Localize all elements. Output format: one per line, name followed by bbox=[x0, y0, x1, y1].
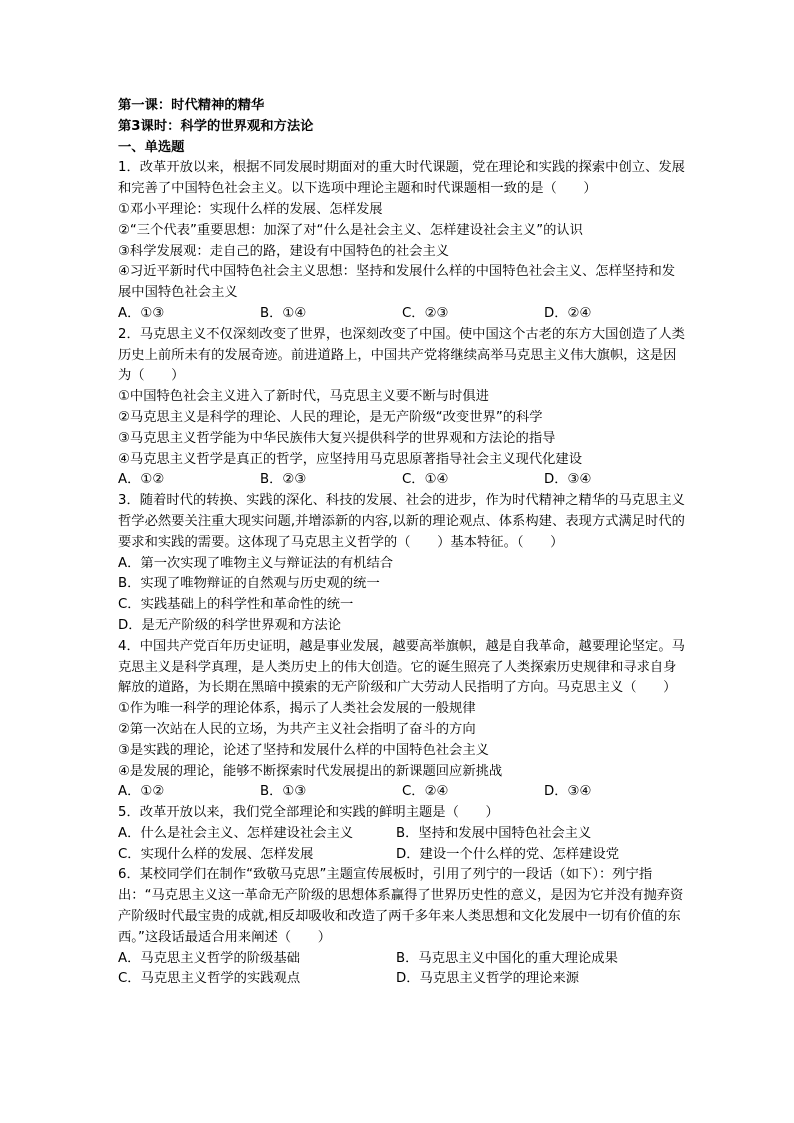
question-stem: 6．某校同学们在制作“致敬马克思”主题宣传展板时，引用了列宁的一段话（如下）：列宁指出：“马克思主义这一革命无产阶级的思想体系赢得了世界历史性的意义，是因为它并没有抛弃资产阶级时代最宝贵的成就,相反却吸收和改造了两千多年来人类思想和文化发展中一切有价值的东西。”这段话最适合用来阐述（ ） bbox=[118, 867, 684, 945]
question-stem: 4．中国共产党百年历史证明，越是事业发展，越要高举旗帜，越是自我革命，越要理论坚定。马克思主义是科学真理，是人类历史上的伟大创造。它的诞生照亮了人类探索历史规律和寻求自身解放的道路，为长期在黑暗中摸索的无产阶级和广大劳动人民指明了方向。马克思主义（ ） bbox=[118, 638, 685, 696]
statement-item: ③马克思主义哲学能为中华民族伟大复兴提供科学的世界观和方法论的指导 bbox=[118, 430, 556, 446]
option-b[interactable]: B．①③ bbox=[260, 784, 307, 800]
question-5 bbox=[118, 803, 688, 865]
statement-item: ①邓小平理论：实现什么样的发展、怎样发展 bbox=[118, 201, 383, 217]
question-stem: 2．马克思主义不仅深刻改变了世界，也深刻改变了中国。使中国这个古老的东方大国创造了人类历史上前所未有的发展奇迹。前进道路上，中国共产党将继续高举马克思主义伟大旗帜，这是因为（ ） bbox=[118, 326, 685, 384]
option-b[interactable]: B．实现了唯物辩证的自然观与历史观的统一 bbox=[118, 576, 380, 592]
option-c[interactable]: C．马克思主义哲学的实践观点 bbox=[118, 971, 301, 987]
statement-item: ①中国特色社会主义进入了新时代，马克思主义要不断与时俱进 bbox=[118, 389, 489, 405]
question-stem: 3．随着时代的转换、实践的深化、科技的发展、社会的进步，作为时代精神之精华的马克思主义哲学必然要关注重大现实问题,并增添新的内容,以新的理论观点、体系构建、表现方式满足时代的要求和实践的需要。这体现了马克思主义哲学的（ ）基本特征。（ ） bbox=[118, 493, 685, 550]
statement-item: ④是发展的理论，能够不断探索时代发展提出的新课题回应新挑战 bbox=[118, 763, 503, 779]
statement-item: ③科学发展观：走自己的路，建设有中国特色的社会主义 bbox=[118, 243, 450, 259]
option-c[interactable]: C．②④ bbox=[402, 784, 449, 800]
option-d[interactable]: D．③④ bbox=[544, 784, 592, 800]
question-stem: 5．改革开放以来，我们党全部理论和实践的鲜明主题是（ ） bbox=[118, 805, 499, 821]
period-title: 第3课时：科学的世界观和方法论 bbox=[118, 118, 314, 134]
option-d[interactable]: D．②④ bbox=[544, 305, 592, 321]
statement-item: ③是实践的理论，论述了坚持和发展什么样的中国特色社会主义 bbox=[118, 742, 489, 758]
option-a[interactable]: A．①③ bbox=[118, 305, 165, 321]
option-a[interactable]: A．马克思主义哲学的阶级基础 bbox=[118, 950, 300, 966]
answer-options bbox=[118, 470, 688, 491]
statement-item: ①作为唯一科学的理论体系，揭示了人类社会发展的一般规律 bbox=[118, 701, 476, 717]
option-c[interactable]: C．实践基础上的科学性和革命性的统一 bbox=[118, 597, 354, 613]
section-title: 一、单选题 bbox=[118, 139, 185, 155]
option-b[interactable]: B．坚持和发展中国特色社会主义 bbox=[396, 825, 592, 841]
worksheet bbox=[118, 96, 688, 990]
question-1 bbox=[118, 158, 688, 324]
option-d[interactable]: D．建设一个什么样的党、怎样建设党 bbox=[396, 846, 619, 862]
statement-item: ②马克思主义是科学的理论、人民的理论，是无产阶级“改变世界”的科学 bbox=[118, 409, 543, 425]
question-4 bbox=[118, 637, 688, 803]
answer-options bbox=[118, 845, 688, 866]
statement-item: ②“三个代表”重要思想：加深了对“什么是社会主义、怎样建设社会主义”的认识 bbox=[118, 222, 583, 238]
option-c[interactable]: C．①④ bbox=[402, 472, 449, 488]
answer-options bbox=[118, 304, 688, 325]
question-stem: 1．改革开放以来，根据不同发展时期面对的重大时代课题，党在理论和实践的探索中创立、发展和完善了中国特色社会主义。以下选项中理论主题和时代课题相一致的是（ ） bbox=[118, 160, 685, 197]
option-d[interactable]: D．马克思主义哲学的理论来源 bbox=[396, 971, 580, 987]
option-c[interactable]: C．实现什么样的发展、怎样发展 bbox=[118, 846, 314, 862]
answer-options bbox=[118, 782, 688, 803]
option-d[interactable]: D．③④ bbox=[544, 472, 592, 488]
option-a[interactable]: A．①② bbox=[118, 472, 165, 488]
option-c[interactable]: C．②③ bbox=[402, 305, 449, 321]
option-a[interactable]: A．①② bbox=[118, 784, 165, 800]
answer-options bbox=[118, 824, 688, 845]
answer-options bbox=[118, 969, 688, 990]
option-a[interactable]: A．什么是社会主义、怎样建设社会主义 bbox=[118, 825, 354, 841]
statement-item: ②第一次站在人民的立场，为共产主义社会指明了奋斗的方向 bbox=[118, 721, 476, 737]
option-a[interactable]: A．第一次实现了唯物主义与辩证法的有机结合 bbox=[118, 555, 394, 571]
option-b[interactable]: B．①④ bbox=[260, 305, 307, 321]
question-2 bbox=[118, 325, 688, 491]
option-b[interactable]: B．马克思主义中国化的重大理论成果 bbox=[396, 950, 618, 966]
statement-item: ④习近平新时代中国特色社会主义思想：坚持和发展什么样的中国特色社会主义、怎样坚持和发展中国特色社会主义 bbox=[118, 264, 676, 301]
statement-item: ④马克思主义哲学是真正的哲学，应坚持用马克思原著指导社会主义现代化建设 bbox=[118, 451, 583, 467]
answer-options bbox=[118, 949, 688, 970]
option-b[interactable]: B．②③ bbox=[260, 472, 307, 488]
question-3 bbox=[118, 491, 688, 637]
option-d[interactable]: D．是无产阶级的科学世界观和方法论 bbox=[118, 617, 341, 633]
question-6 bbox=[118, 865, 688, 990]
lesson-title: 第一课：时代精神的精华 bbox=[118, 98, 265, 113]
